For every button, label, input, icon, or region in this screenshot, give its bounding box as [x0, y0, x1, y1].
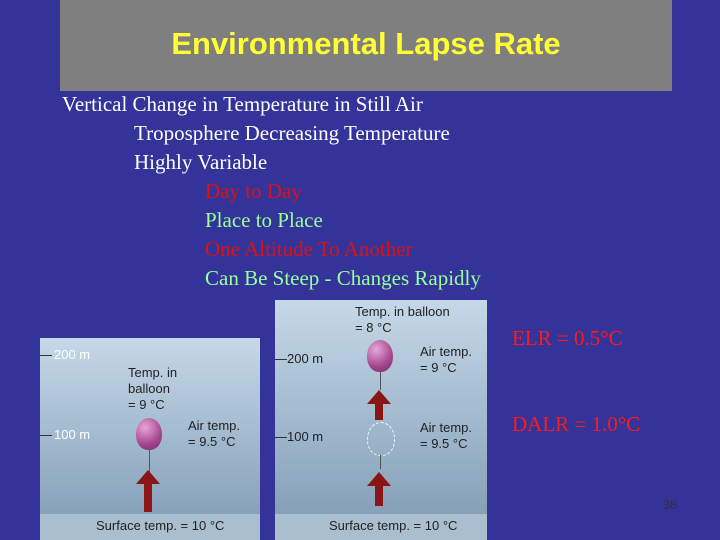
up-arrow-icon [371, 390, 387, 420]
slide-number: 38 [662, 497, 677, 512]
altitude-100m-label: 100 m [287, 429, 324, 444]
tick-100m [275, 437, 287, 438]
altitude-200m-label: 200 m [287, 351, 324, 366]
balloon-temp-label-3: = 9 °C [128, 397, 165, 412]
air-temp-mid-label-1: Air temp. [420, 420, 473, 435]
air-temp-mid-label-2: = 9.5 °C [420, 436, 468, 451]
tick-200m [40, 355, 52, 356]
surface-temp-label: Surface temp. = 10 °C [329, 518, 458, 533]
balloon-outline-string [380, 455, 381, 469]
bullet-5: Place to Place [205, 208, 323, 232]
title-bar [60, 0, 672, 91]
bullet-2: Troposphere Decreasing Temperature [134, 121, 450, 145]
tick-100m [40, 435, 52, 436]
bullet-3: Highly Variable [134, 150, 268, 174]
altitude-100m-label: 100 m [54, 427, 91, 442]
balloon-icon [367, 340, 393, 372]
balloon-top-temp-label-1: Temp. in balloon [355, 304, 450, 319]
up-arrow-icon [371, 472, 387, 506]
surface-temp-label: Surface temp. = 10 °C [96, 518, 225, 533]
bullet-1: Vertical Change in Temperature in Still Air [62, 92, 423, 116]
balloon-icon [136, 418, 162, 450]
air-temp-label-1: Air temp. [188, 418, 241, 433]
balloon-temp-label-2: balloon [128, 381, 170, 396]
air-temp-label-2: = 9.5 °C [188, 434, 236, 449]
air-temp-top-label-2: = 9 °C [420, 360, 457, 375]
altitude-200m-label: 200 m [54, 347, 91, 362]
balloon-string [149, 450, 150, 472]
balloon-outline-icon [367, 422, 395, 456]
bullet-7: Can Be Steep - Changes Rapidly [205, 266, 481, 290]
figure-panel-left [40, 338, 260, 540]
balloon-temp-label-1: Temp. in [128, 365, 178, 380]
bullet-6: One Altitude To Another [205, 237, 413, 261]
slide-title: Environmental Lapse Rate [171, 26, 561, 61]
air-temp-top-label-1: Air temp. [420, 344, 473, 359]
figure-panel-right [275, 300, 487, 540]
elr-equation: ELR = 0.5°C [512, 326, 623, 350]
balloon-string [380, 372, 381, 390]
bullet-4: Day to Day [205, 179, 302, 203]
up-arrow-icon [140, 470, 156, 512]
dalr-equation: DALR = 1.0°C [512, 412, 641, 436]
tick-200m [275, 359, 287, 360]
balloon-top-temp-label-2: = 8 °C [355, 320, 392, 335]
